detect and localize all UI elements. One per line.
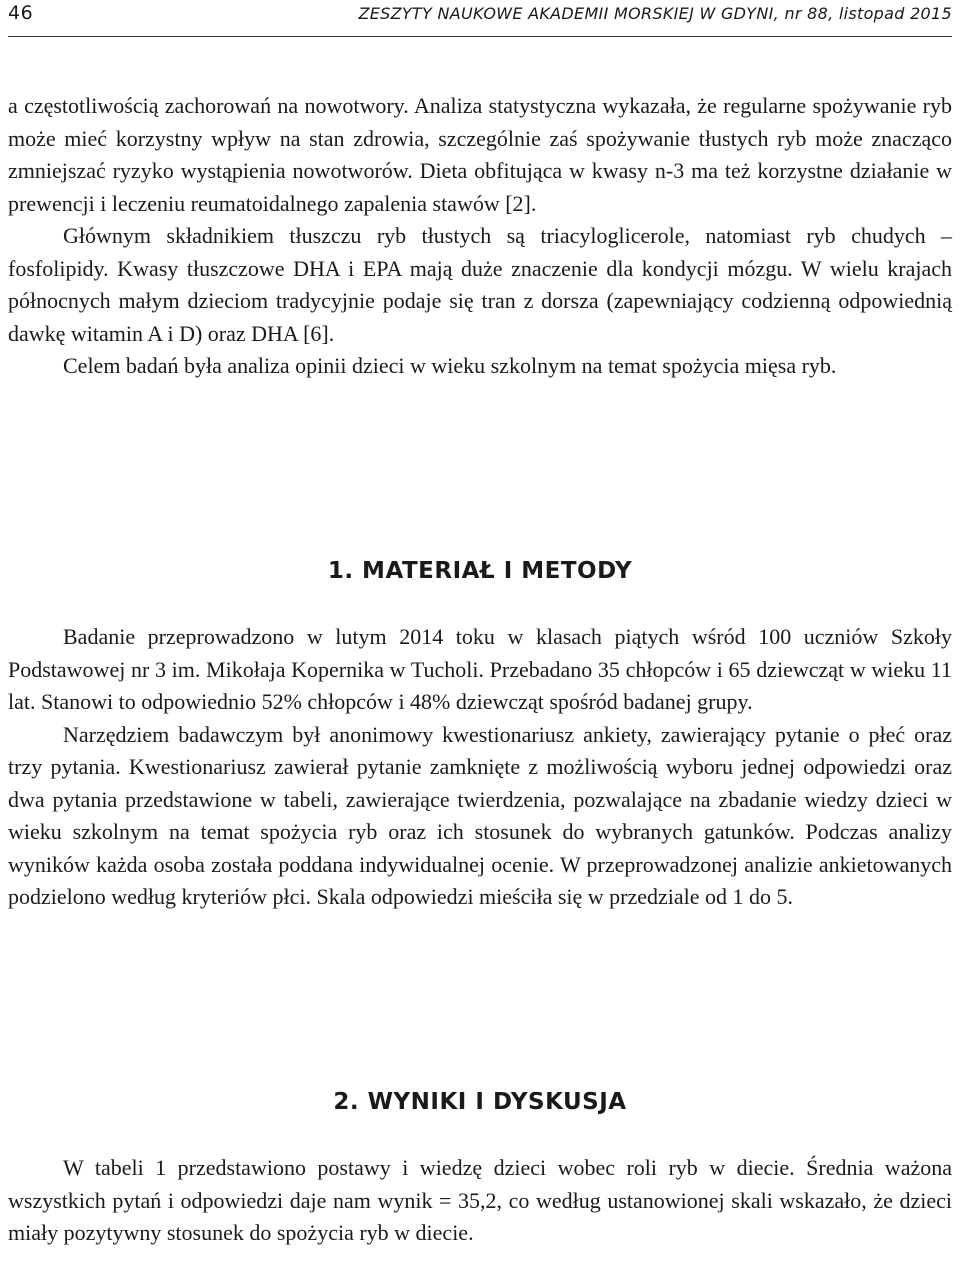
header-rule bbox=[8, 36, 952, 37]
intro-paragraph-3: Celem badań była analiza opinii dzieci w wieku szkolnym na temat spożycia mięsa ryb. bbox=[63, 353, 837, 378]
intro-section bbox=[8, 90, 952, 383]
methods-section bbox=[8, 621, 952, 914]
section-heading-methods: 1. MATERIAŁ I METODY bbox=[327, 558, 633, 584]
intro-paragraph-1: a częstotliwością zachorowań na nowotwory. Analiza statystyczna wykazała, że regularne spożywanie ryb może mieć korzystny wpływ na stan zdrowia, szczególnie zaś spożywanie tłustych ryb może znacząco zmniejszać ryzyko wystąpienia nowotworów. Dieta obfitująca w kwasy n-3 ma też korzystne działanie w prewencji i leczeniu reumatoidalnego zapalenia stawów [2]. bbox=[8, 93, 952, 216]
running-header-journal: ZESZYTY NAUKOWE AKADEMII MORSKIEJ W GDYNI, nr 88, listopad 2015 bbox=[358, 4, 952, 23]
page-number: 46 bbox=[8, 2, 34, 24]
methods-paragraph-1: Badanie przeprowadzono w lutym 2014 toku w klasach piątych wśród 100 uczniów Szkoły Podstawowej nr 3 im. Mikołaja Kopernika w Tucholi. Przebadano 35 chłopców i 65 dziewcząt w wieku 11 lat. Stanowi to odpowiednio 52% chłopców i 48% dziewcząt spośród badanej grupy. bbox=[8, 624, 952, 714]
intro-paragraph-2: Głównym składnikiem tłuszczu ryb tłustych są triacyloglicerole, natomiast ryb chudych – fosfolipidy. Kwasy tłuszczowe DHA i EPA mają duże znaczenie dla kondycji mózgu. W wielu krajach północnych małym dzieciom tradycyjnie podaje się tran z dorsza (zapewniający codzienną odpowiednią dawkę witamin A i D) oraz DHA [6]. bbox=[8, 223, 952, 346]
methods-paragraph-2: Narzędziem badawczym był anonimowy kwestionariusz ankiety, zawierający pytanie o płeć oraz trzy pytania. Kwestionariusz zawierał pytanie zamknięte z możliwością wyboru jednej odpowiedzi oraz dwa pytania przedstawione w tabeli, zawierające twierdzenia, pozwalające na zbadanie wiedzy dzieci w wieku szkolnym na temat spożycia ryb oraz ich stosunek do wybranych gatunków. Podczas analizy wyników każda osoba została poddana indywidualnej ocenie. W przeprowadzonej analizie ankietowanych podzielono według kryteriów płci. Skala odpowiedzi mieściła się w przedziale od 1 do 5. bbox=[8, 721, 952, 909]
section-heading-results: 2. WYNIKI I DYSKUSJA bbox=[333, 1089, 627, 1115]
results-paragraph-1: W tabeli 1 przedstawiono postawy i wiedzę dzieci wobec roli ryb w diecie. Średnia ważona wszystkich pytań i odpowiedzi daje nam wynik = 35,2, co według ustanowionej skali wskazało, że dzieci miały pozytywny stosunek do spożycia ryb w diecie. bbox=[8, 1155, 952, 1245]
page-header bbox=[8, 0, 952, 36]
results-section bbox=[8, 1152, 952, 1250]
